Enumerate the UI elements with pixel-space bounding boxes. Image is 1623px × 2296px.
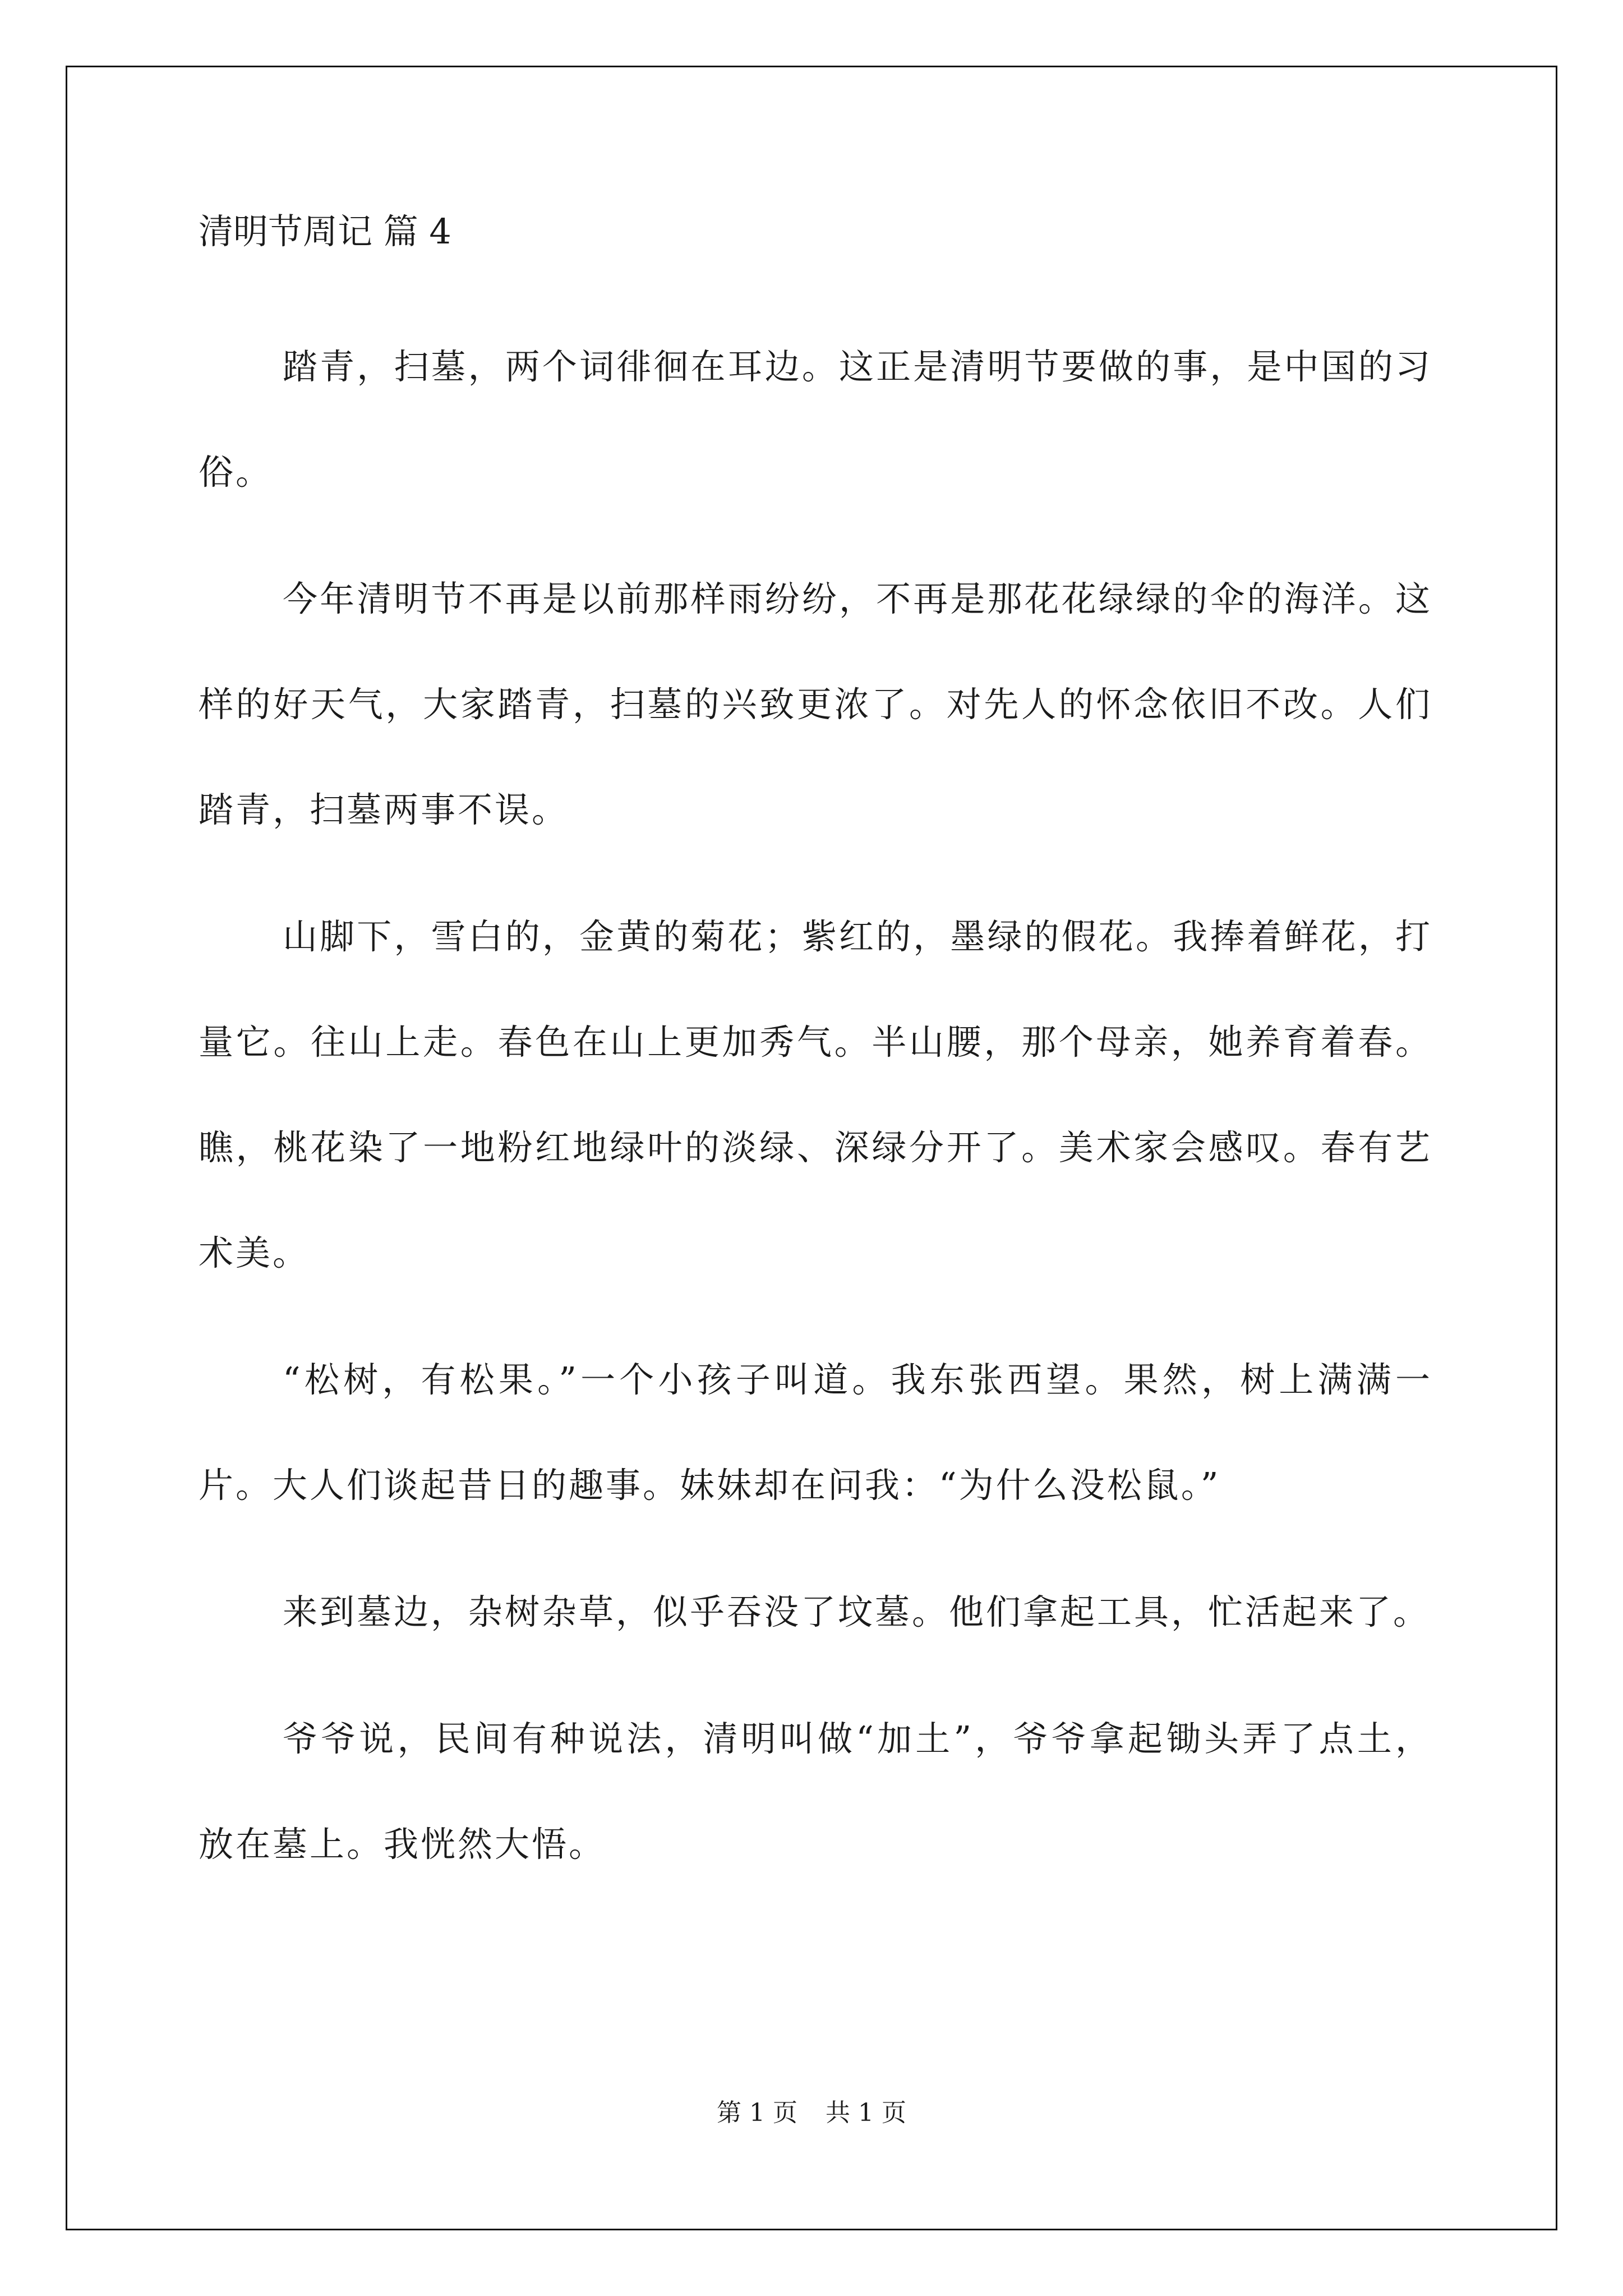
paragraph-5: 来到墓边，杂树杂草，似乎吞没了坟墓。他们拿起工具，忙活起来了。 [283,1591,1431,1632]
paragraph-3: 山脚下，雪白的，金黄的菊花；紫红的，墨绿的假花。我捧着鲜花，打量它。往山上走。春色在山上更加秀气。半山腰，那个母亲，她养育着春。瞧，桃花染了一地粉红地绿叶的淡绿、深绿分开了。美术家会感叹。春有艺术美。 [199,915,1432,1273]
paragraph-6: 爷爷说，民间有种说法，清明叫做“加土”，爷爷拿起锄头弄了点土，放在墓上。我恍然大悟。 [199,1718,1432,1865]
paragraph-2: 今年清明节不再是以前那样雨纷纷，不再是那花花绿绿的伞的海洋。这样的好天气，大家踏青，扫墓的兴致更浓了。对先人的怀念依旧不改。人们踏青，扫墓两事不误。 [199,578,1432,830]
paragraph-4: “松树，有松果。”一个小孩子叫道。我东张西望。果然，树上满满一片。大人们谈起昔日的趣事。妹妹却在问我：“为什么没松鼠。” [199,1359,1432,1506]
paragraph-1: 踏青，扫墓，两个词徘徊在耳边。这正是清明节要做的事，是中国的习俗。 [199,346,1432,493]
document-body [199,208,1432,1918]
page-number: 第 1 页 [717,2099,797,2127]
page-footer [0,2097,1623,2129]
document-title: 清明节周记 篇 4 [199,211,451,252]
page-total: 共 1 页 [826,2099,906,2127]
